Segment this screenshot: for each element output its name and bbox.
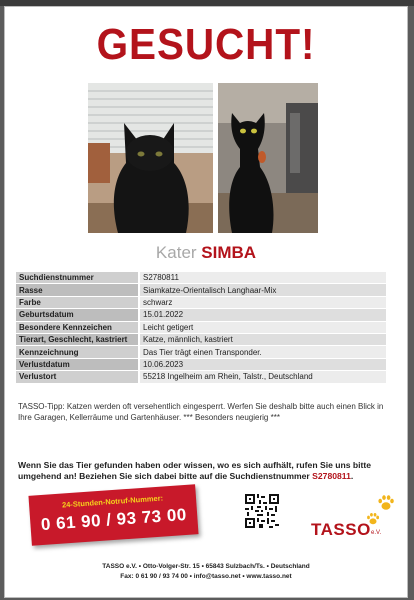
poster-title: GESUCHT! xyxy=(96,20,316,69)
cat-photo-1 xyxy=(88,83,213,233)
table-row xyxy=(16,333,386,345)
tasso-logo xyxy=(311,494,401,544)
callout-line-1: Wenn Sie das Tier gefunden haben oder wissen, wo es sich aufhält, rufen Sie uns bitte xyxy=(18,460,372,470)
table-row xyxy=(16,272,386,284)
tip-line-2: Ihre Garagen, Kellerräume und Gartenhäuser. *** Besonders neugierig *** xyxy=(18,412,280,422)
qr-code[interactable] xyxy=(245,494,279,528)
table-row xyxy=(16,309,386,321)
row-value: 15.01.2022 xyxy=(139,309,386,321)
callout-end: . xyxy=(350,471,354,481)
row-value: S2780811 xyxy=(139,272,386,284)
table-row xyxy=(16,358,386,370)
table-row xyxy=(16,371,386,383)
row-label: Rasse xyxy=(16,284,139,296)
footer-address: TASSO e.V. • Otto-Volger-Str. 15 • 65843 Sulzbach/Ts. • Deutschland xyxy=(102,563,310,570)
footer xyxy=(5,562,407,582)
hotline-number[interactable]: 0 61 90 / 93 73 00 xyxy=(40,504,188,535)
tip-line-1: TASSO-Tipp: Katzen werden oft versehentlich eingesperrt. Werfen Sie deshalb bitte auch einen Blick in xyxy=(18,402,384,411)
contact-callout xyxy=(18,460,393,482)
row-value: 55218 Ingelheim am Rhein, Talstr., Deutschland xyxy=(139,371,386,383)
logo-suffix: e.V. xyxy=(371,530,382,536)
callout-line-2-text: umgehend an! Beziehen Sie sich dabei bitte auf die Suchdienstnummer xyxy=(18,471,310,481)
details-table xyxy=(16,272,386,384)
poster-sheet xyxy=(4,6,408,598)
cat-name: SIMBA xyxy=(201,243,257,262)
row-value: Leicht getigert xyxy=(139,321,386,333)
row-value: 10.06.2023 xyxy=(139,358,386,370)
row-label: Kennzeichnung xyxy=(16,346,139,358)
row-value: Siamkatze-Orientalisch Langhaar-Mix xyxy=(139,284,386,296)
table-row xyxy=(16,321,386,333)
row-label: Verlustdatum xyxy=(16,358,139,370)
row-label: Farbe xyxy=(16,296,139,308)
tasso-tip xyxy=(18,402,390,423)
table-row xyxy=(16,346,386,358)
row-value: schwarz xyxy=(139,296,386,308)
cat-name-prefix: Kater xyxy=(155,243,197,262)
callout-reference-number: S2780811 xyxy=(312,471,351,481)
cat-name-heading xyxy=(5,243,407,263)
row-value: Katze, männlich, kastriert xyxy=(139,333,386,345)
hotline-label: 24-Stunden-Notruf-Nummer: xyxy=(61,493,164,510)
hotline-box xyxy=(28,484,198,546)
row-value: Das Tier trägt einen Transponder. xyxy=(139,346,386,358)
table-row xyxy=(16,284,386,296)
footer-contact[interactable]: Fax: 0 61 90 / 93 74 00 • info@tasso.net • www.tasso.net xyxy=(120,573,292,580)
logo-brand: TASSO xyxy=(311,520,371,539)
table-row xyxy=(16,296,386,308)
cat-photo-2 xyxy=(218,83,343,233)
callout-line-2 xyxy=(18,471,393,482)
paw-icon xyxy=(377,494,395,512)
row-label: Tierart, Geschlecht, kastriert xyxy=(16,333,139,345)
row-label: Besondere Kennzeichen xyxy=(16,321,139,333)
row-label: Verlustort xyxy=(16,371,139,383)
row-label: Suchdienstnummer xyxy=(16,272,139,284)
row-label: Geburtsdatum xyxy=(16,309,139,321)
